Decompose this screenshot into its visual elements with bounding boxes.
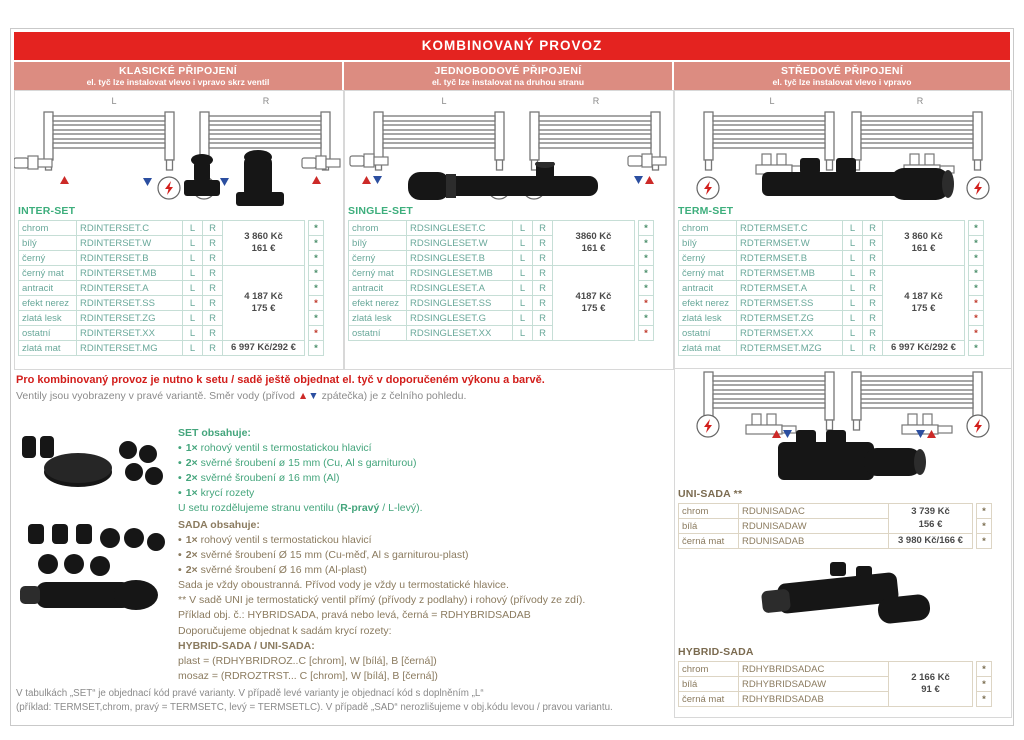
footnote-star: *: [969, 236, 984, 251]
text-part: ▲: [297, 390, 309, 402]
bullet-item: [178, 548, 668, 563]
variant-right-cell: R: [863, 311, 883, 326]
price-line: 3 980 Kč/166 €: [898, 534, 963, 546]
color-cell: bílý: [19, 236, 77, 251]
code-cell: RDINTERSET.ZG: [77, 311, 183, 326]
color-cell: zlatá lesk: [19, 311, 77, 326]
footnote-star: *: [977, 504, 992, 519]
price-line: 156 €: [918, 518, 943, 530]
page-title: KOMBINOVANÝ PROVOZ: [14, 32, 1010, 60]
price-line: 6 997 Kč/292 €: [891, 341, 956, 353]
footnote-star: *: [639, 221, 654, 236]
variant-left-cell: L: [843, 326, 863, 341]
code-cell: RDSINGLESET.C: [407, 221, 513, 236]
product-photo-hybridsada: [760, 556, 936, 642]
color-cell: černá mat: [679, 534, 739, 549]
svg-text:L: L: [111, 96, 117, 106]
footnote-star: *: [309, 296, 324, 311]
footnote-star: *: [977, 692, 992, 707]
code-cell: RDUNISADAC: [739, 504, 889, 519]
set-footer: [178, 501, 648, 516]
bullet-text: svěrné šroubení Ø 15 mm (Cu-měď, Al s garniturou-plast): [197, 549, 469, 561]
code-cell: RDINTERSET.MG: [77, 341, 183, 356]
products-table: [678, 220, 984, 356]
price-cell: [553, 221, 635, 266]
table-singleset: [348, 220, 654, 341]
note-text: [16, 390, 666, 402]
variant-left-cell: L: [843, 251, 863, 266]
variant-left-cell: L: [843, 266, 863, 281]
color-cell: černý mat: [349, 266, 407, 281]
color-cell: zlatá mat: [19, 341, 77, 356]
code-cell: RDTERMSET.A: [737, 281, 843, 296]
sada-block-title: SADA obsahuje:: [178, 519, 260, 531]
color-cell: černý: [19, 251, 77, 266]
color-cell: bílá: [679, 519, 739, 534]
color-cell: chrom: [349, 221, 407, 236]
product-photo-rozety: [16, 428, 168, 500]
color-cell: bílý: [349, 236, 407, 251]
price-line: 161 €: [911, 243, 936, 254]
bullet-text: krycí rozety: [197, 487, 255, 499]
variant-right-cell: R: [533, 251, 553, 266]
svg-text:L: L: [769, 96, 775, 106]
bullet-item: [178, 471, 648, 486]
code-cell: RDUNISADAW: [739, 519, 889, 534]
variant-right-cell: R: [203, 296, 223, 311]
text-part: ▼: [308, 390, 319, 402]
price-line: 6 997 Kč/292 €: [231, 341, 296, 353]
bullet-qty: 1×: [185, 442, 198, 454]
variant-left-cell: L: [183, 311, 203, 326]
variant-left-cell: L: [183, 296, 203, 311]
variant-right-cell: R: [203, 251, 223, 266]
color-cell: zlatá mat: [679, 341, 737, 356]
table-row: [349, 221, 654, 236]
variant-left-cell: L: [843, 281, 863, 296]
footer-note: [16, 687, 671, 715]
lightning-icon: [697, 177, 719, 199]
column-header-klasicke: [14, 62, 342, 90]
variant-right-cell: R: [203, 266, 223, 281]
price-line: 175 €: [911, 303, 936, 314]
bullet-item: [178, 456, 648, 471]
color-cell: chrom: [679, 221, 737, 236]
svg-text:R: R: [592, 96, 600, 106]
lightning-icon: [967, 415, 989, 437]
variant-left-cell: L: [513, 251, 533, 266]
price-line: 91 €: [921, 684, 940, 695]
footnote-star: *: [309, 221, 324, 236]
table-title-unisada: UNI-SADA **: [678, 488, 743, 500]
color-cell: antracit: [679, 281, 737, 296]
code-cell: RDINTERSET.W: [77, 236, 183, 251]
bullet-text: svěrné šroubení ø 15 mm (Cu, Al s garniturou): [197, 457, 417, 469]
color-cell: antracit: [19, 281, 77, 296]
code-cell: RDTERMSET.MB: [737, 266, 843, 281]
code-cell: RDINTERSET.C: [77, 221, 183, 236]
color-cell: efekt nerez: [679, 296, 737, 311]
bullet-text: svěrné šroubení ø 16 mm (Al): [197, 472, 340, 484]
footnote-star: *: [977, 534, 992, 549]
variant-right-cell: R: [863, 221, 883, 236]
table-interset: [18, 220, 324, 356]
recommend-block: [178, 624, 668, 684]
footnote-star: *: [639, 296, 654, 311]
text-part: Ventily jsou vyobrazeny v pravé variantě. Směr vody (přívod: [16, 390, 298, 402]
bullet-dot: •: [178, 487, 182, 499]
variant-left-cell: L: [183, 266, 203, 281]
code-cell: RDSINGLESET.B: [407, 251, 513, 266]
code-cell: RDINTERSET.XX: [77, 326, 183, 341]
bullet-dot: •: [178, 442, 182, 454]
code-cell: RDINTERSET.A: [77, 281, 183, 296]
footnote-star: *: [639, 326, 654, 341]
variant-right-cell: R: [533, 221, 553, 236]
sada-block: [178, 518, 668, 623]
column-header-stredove: [674, 62, 1010, 90]
variant-left-cell: L: [183, 341, 203, 356]
footnote-star: *: [977, 662, 992, 677]
footnote-star: *: [969, 251, 984, 266]
bullet-qty: 2×: [185, 472, 198, 484]
bullet-item: [178, 441, 648, 456]
lightning-icon: [967, 177, 989, 199]
bullet-dot: •: [178, 549, 182, 561]
table-row: [19, 266, 324, 281]
color-cell: antracit: [349, 281, 407, 296]
code-cell: RDINTERSET.SS: [77, 296, 183, 311]
footnote-star: *: [639, 236, 654, 251]
product-photo-interset: [178, 150, 320, 208]
footnote-star: *: [969, 311, 984, 326]
color-cell: chrom: [679, 662, 739, 677]
code-cell: RDTERMSET.XX: [737, 326, 843, 341]
table-title-interset: INTER-SET: [18, 205, 76, 217]
recommend-title: HYBRID-SADA / UNI-SADA:: [178, 640, 315, 652]
color-cell: efekt nerez: [19, 296, 77, 311]
color-cell: ostatní: [349, 326, 407, 341]
text-part: zpátečka) je z čelního pohledu.: [318, 390, 467, 402]
footnote-star: *: [969, 326, 984, 341]
color-cell: černý mat: [19, 266, 77, 281]
price-cell: [889, 504, 973, 534]
variant-left-cell: L: [513, 236, 533, 251]
text-line: ** V sadě UNI je termostatický ventil přímý (přívody z podlahy) i rohový (přívody ze zdí).: [178, 594, 586, 606]
sada-lines: [178, 578, 668, 623]
price-line: 3 860 Kč: [904, 230, 943, 242]
column-subtitle: el. tyč lze instalovat vlevo i vpravo: [772, 77, 912, 87]
radiator-icon: [44, 112, 174, 170]
price-cell: [889, 534, 973, 549]
column-subtitle: el. tyč lze instalovat na druhou stranu: [431, 77, 585, 87]
footer-line: (příklad: TERMSET,chrom, pravý = TERMSETC, levý = TERMSETLC). V případě „SAD“ nerozlišujeme v obj.kódu levou / pravou variantu.: [16, 702, 613, 713]
lightning-icon: [697, 415, 719, 437]
variant-right-cell: R: [863, 281, 883, 296]
variant-left-cell: L: [183, 326, 203, 341]
table-row: [19, 341, 324, 356]
variant-right-cell: R: [863, 326, 883, 341]
code-cell: RDSINGLESET.SS: [407, 296, 513, 311]
code-cell: RDSINGLESET.XX: [407, 326, 513, 341]
column-title: STŘEDOVÉ PŘIPOJENÍ: [780, 65, 904, 77]
variant-left-cell: L: [843, 236, 863, 251]
code-cell: RDINTERSET.B: [77, 251, 183, 266]
variant-right-cell: R: [203, 311, 223, 326]
footnote-star: *: [309, 251, 324, 266]
variant-left-cell: L: [843, 341, 863, 356]
price-line: 4187 Kč: [575, 290, 612, 302]
footnote-star: *: [969, 296, 984, 311]
price-line: 175 €: [251, 303, 276, 314]
table-row: [679, 662, 992, 677]
price-line: 175 €: [581, 303, 606, 314]
table-title-singleset: SINGLE-SET: [348, 205, 414, 217]
code-cell: RDHYBRIDSADAW: [739, 677, 889, 692]
code-cell: RDTERMSET.C: [737, 221, 843, 236]
price-cell: [223, 266, 305, 341]
color-cell: černá mat: [679, 692, 739, 707]
color-cell: ostatní: [19, 326, 77, 341]
bullet-qty: 2×: [185, 457, 198, 469]
color-cell: černý mat: [679, 266, 737, 281]
svg-text:R: R: [262, 96, 270, 106]
set-bullets: [178, 441, 648, 501]
bullet-text: rohový ventil s termostatickou hlavicí: [197, 442, 372, 454]
column-subtitle: el. tyč lze instalovat vlevo i vpravo skrz ventil: [86, 77, 270, 87]
variant-left-cell: L: [183, 281, 203, 296]
variant-left-cell: L: [513, 296, 533, 311]
footnote-star: *: [969, 281, 984, 296]
footnote-star: *: [309, 281, 324, 296]
variant-left-cell: L: [513, 311, 533, 326]
footnote-star: *: [639, 311, 654, 326]
table-row: [349, 266, 654, 281]
footnote-star: *: [309, 236, 324, 251]
variant-right-cell: R: [863, 236, 883, 251]
code-cell: RDSINGLESET.MB: [407, 266, 513, 281]
variant-right-cell: R: [533, 326, 553, 341]
recommend-line: mosaz = (RDROZTRST... C [chrom], W [bílá], B [černá]): [178, 670, 438, 682]
products-table: [18, 220, 324, 356]
footnote-star: *: [977, 677, 992, 692]
footnote-star: *: [639, 266, 654, 281]
svg-text:R: R: [916, 96, 924, 106]
variant-left-cell: L: [843, 221, 863, 236]
footnote-star: *: [639, 251, 654, 266]
variant-right-cell: R: [863, 251, 883, 266]
color-cell: ostatní: [679, 326, 737, 341]
text-part: / L-levý).: [379, 502, 423, 514]
variant-right-cell: R: [203, 326, 223, 341]
color-cell: bílá: [679, 677, 739, 692]
color-cell: chrom: [679, 504, 739, 519]
price-cell: [889, 662, 973, 707]
product-photo-termset: [742, 158, 954, 208]
price-line: 3 739 Kč: [911, 506, 950, 518]
footnote-star: *: [639, 281, 654, 296]
column-title: JEDNOBODOVÉ PŘIPOJENÍ: [434, 65, 582, 77]
bullet-item: [178, 533, 668, 548]
footnote-star: *: [969, 341, 984, 356]
bullet-qty: 1×: [185, 487, 198, 499]
flow-in-icon: [362, 176, 371, 184]
price-line: 4 187 Kč: [904, 290, 943, 302]
bullet-qty: 1×: [185, 534, 198, 546]
color-cell: zlatá lesk: [349, 311, 407, 326]
price-line: 4 187 Kč: [244, 290, 283, 302]
products-table: [678, 503, 992, 549]
variant-left-cell: L: [513, 221, 533, 236]
color-cell: černý: [349, 251, 407, 266]
recommend-line: plast = (RDHYBRIDROZ..C [chrom], W [bílá], B [černá]): [178, 655, 437, 667]
variant-right-cell: R: [863, 266, 883, 281]
variant-left-cell: L: [843, 296, 863, 311]
variant-right-cell: R: [203, 221, 223, 236]
color-cell: chrom: [19, 221, 77, 236]
bullet-dot: •: [178, 457, 182, 469]
variant-right-cell: R: [203, 236, 223, 251]
products-table: [678, 661, 992, 707]
price-cell: [223, 341, 305, 356]
footnote-star: *: [969, 221, 984, 236]
price-line: 161 €: [251, 243, 276, 254]
bullet-qty: 2×: [185, 549, 198, 561]
bullet-dot: •: [178, 564, 182, 576]
variant-left-cell: L: [183, 251, 203, 266]
product-photo-unisada: [768, 428, 928, 484]
price-cell: [883, 266, 965, 341]
code-cell: RDHYBRIDSADAC: [739, 662, 889, 677]
price-line: 3 860 Kč: [244, 230, 283, 242]
table-row: [679, 504, 992, 519]
code-cell: RDTERMSET.MZG: [737, 341, 843, 356]
variant-left-cell: L: [513, 326, 533, 341]
variant-left-cell: L: [183, 221, 203, 236]
set-block-title: SET obsahuje:: [178, 427, 251, 439]
flow-out-icon: [373, 176, 382, 184]
variant-right-cell: R: [533, 281, 553, 296]
text-part: R-pravý: [340, 502, 380, 514]
price-line: 161 €: [581, 243, 606, 254]
flow-in-icon: [645, 176, 654, 184]
variant-right-cell: R: [863, 296, 883, 311]
price-line: 3860 Kč: [575, 230, 612, 242]
price-line: 2 166 Kč: [911, 671, 950, 683]
price-cell: [883, 341, 965, 356]
code-cell: RDUNISADAB: [739, 534, 889, 549]
code-cell: RDSINGLESET.A: [407, 281, 513, 296]
bullet-item: [178, 486, 648, 501]
lightning-icon: [158, 177, 180, 199]
variant-right-cell: R: [533, 266, 553, 281]
svg-text:L: L: [441, 96, 447, 106]
code-cell: RDINTERSET.MB: [77, 266, 183, 281]
variant-right-cell: R: [863, 341, 883, 356]
variant-right-cell: R: [533, 296, 553, 311]
variant-left-cell: L: [183, 236, 203, 251]
color-cell: zlatá lesk: [679, 311, 737, 326]
color-cell: efekt nerez: [349, 296, 407, 311]
code-cell: RDSINGLESET.G: [407, 311, 513, 326]
warning-text: Pro kombinovaný provoz je nutno k setu / sadě ještě objednat el. tyč v doporučeném výkonu a barvě.: [16, 374, 545, 386]
price-cell: [553, 266, 635, 341]
variant-right-cell: R: [533, 236, 553, 251]
bullet-text: rohový ventil s termostatickou hlavicí: [197, 534, 372, 546]
recommend-line: Doporučujeme objednat k sadám krycí rozety:: [178, 625, 392, 637]
bullet-qty: 2×: [185, 564, 198, 576]
footnote-star: *: [309, 266, 324, 281]
price-cell: [883, 221, 965, 266]
text-part: U setu rozdělujeme stranu ventilu (: [178, 502, 341, 514]
table-row: [679, 534, 992, 549]
product-photo-sada-kit: [18, 522, 170, 622]
variant-right-cell: R: [533, 311, 553, 326]
text-line: Příklad obj. č.: HYBRIDSADA, pravá nebo levá, černá = RDHYBRIDSADAB: [178, 609, 531, 621]
table-title-hybridsada: HYBRID-SADA: [678, 646, 754, 658]
bullet-dot: •: [178, 472, 182, 484]
bullet-item: [178, 563, 668, 578]
code-cell: RDSINGLESET.W: [407, 236, 513, 251]
footnote-star: *: [309, 311, 324, 326]
table-row: [679, 221, 984, 236]
color-cell: černý: [679, 251, 737, 266]
column-title: KLASICKÉ PŘIPOJENÍ: [118, 65, 237, 77]
footnote-star: *: [309, 326, 324, 341]
flow-out-icon: [634, 176, 643, 184]
variant-left-cell: L: [513, 266, 533, 281]
table-unisada: [678, 503, 992, 549]
flow-in-icon: [60, 176, 69, 184]
code-cell: RDTERMSET.SS: [737, 296, 843, 311]
variant-left-cell: L: [843, 311, 863, 326]
variant-left-cell: L: [513, 281, 533, 296]
footnote-star: *: [309, 341, 324, 356]
table-hybridsada: [678, 661, 992, 707]
footnote-star: *: [969, 266, 984, 281]
table-title-termset: TERM-SET: [678, 205, 734, 217]
flow-out-icon: [143, 178, 152, 186]
code-cell: RDTERMSET.ZG: [737, 311, 843, 326]
code-cell: RDTERMSET.B: [737, 251, 843, 266]
footer-line: V tabulkách „SET“ je objednací kód pravé varianty. V případě levé varianty je objednací kód s doplněním „L“: [16, 688, 484, 699]
table-termset: [678, 220, 984, 356]
set-block: [178, 426, 648, 516]
bullet-dot: •: [178, 534, 182, 546]
table-row: [19, 221, 324, 236]
code-cell: RDHYBRIDSADAB: [739, 692, 889, 707]
variant-right-cell: R: [203, 341, 223, 356]
table-row: [679, 341, 984, 356]
column-header-jednobodove: [344, 62, 672, 90]
product-photo-singleset: [408, 162, 612, 206]
bullet-text: svěrné šroubení Ø 16 mm (Al-plast): [197, 564, 367, 576]
price-cell: [223, 221, 305, 266]
table-row: [679, 266, 984, 281]
color-cell: bílý: [679, 236, 737, 251]
footnote-star: *: [977, 519, 992, 534]
products-table: [348, 220, 654, 341]
code-cell: RDTERMSET.W: [737, 236, 843, 251]
sada-bullets: [178, 533, 668, 578]
variant-right-cell: R: [203, 281, 223, 296]
text-line: Sada je vždy oboustranná. Přívod vody je vždy u termostatické hlavice.: [178, 579, 509, 591]
